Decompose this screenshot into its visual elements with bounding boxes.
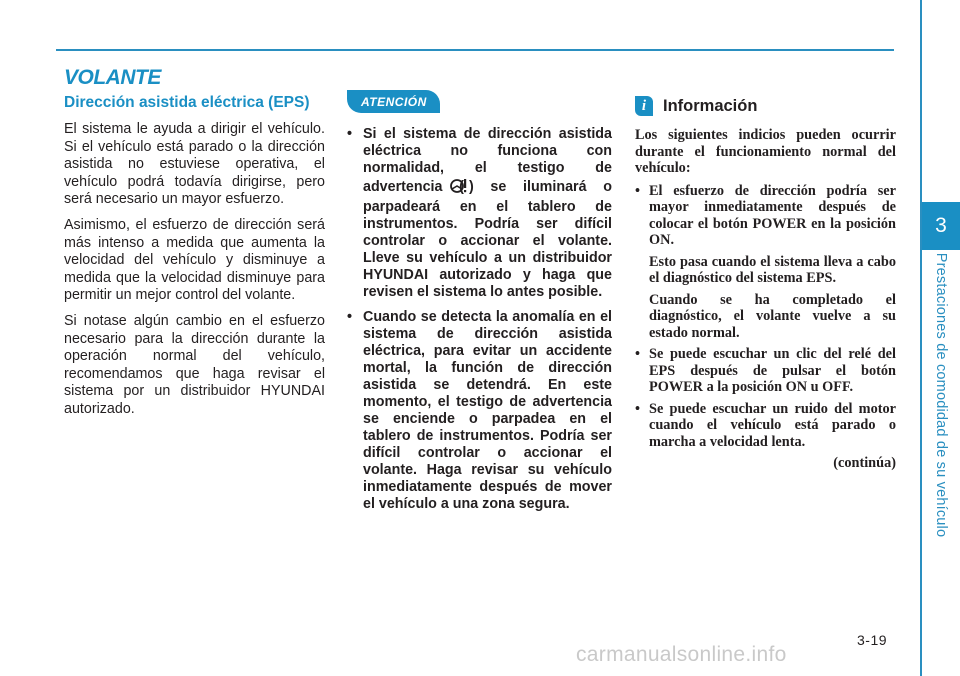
header-rule xyxy=(56,49,894,51)
column-caution xyxy=(347,90,612,521)
side-rule xyxy=(920,0,922,676)
eps-paragraph-2: Asimismo, el esfuerzo de dirección será más intenso a medida que aumenta la velocidad del vehículo y disminuye a medida que la velocidad disminuye para permitir un mejor control del volante. xyxy=(64,216,325,304)
section-title: VOLANTE xyxy=(64,66,161,89)
page-number: 3-19 xyxy=(857,632,888,648)
bullet: • xyxy=(635,346,641,362)
bullet: • xyxy=(635,182,641,199)
watermark: carmanualsonline.info xyxy=(576,643,787,666)
info-item-2 xyxy=(635,346,896,396)
eps-subheading: Dirección asistida eléctrica (EPS) xyxy=(64,94,310,111)
column-information xyxy=(635,96,896,472)
caution-item-1-text-a: Si el sistema de dirección asistida eléctrica no funciona con normalidad, el testigo de advertencia ( xyxy=(363,126,612,195)
caution-item-2-text: Cuando se detecta la anomalía en el sistema de dirección asistida eléctrica, para evitar un accidente mortal, la función de dirección asistida se detendrá. En este momento, el testigo de advertencia se enciende o parpadea en el tablero de instrumentos. Podría ser difícil controlar o accionar el volante. Haga revisar su vehículo inmediatamente después de mover el vehículo a una zona segura. xyxy=(363,309,612,512)
bullet: • xyxy=(347,309,353,325)
continued-note: (continúa) xyxy=(833,455,896,471)
chapter-title-vertical: Prestaciones de comodidad de su vehículo xyxy=(933,252,949,538)
eps-paragraph-1: El sistema le ayuda a dirigir el vehículo. Si el vehículo está parado o la dirección asistida no estuviese operativa, el vehículo podrá todavía dirigirse, pero será necesario un mayor esfuerzo. xyxy=(64,121,325,208)
info-item-3 xyxy=(635,401,896,451)
info-item-1-sub-1: Esto pasa cuando el sistema lleva a cabo el diagnóstico del sistema EPS. xyxy=(649,253,896,286)
info-intro: Los siguientes indicios pueden ocurrir durante el funcionamiento normal del vehículo: xyxy=(635,127,896,176)
info-item-1 xyxy=(635,183,896,249)
bullet: • xyxy=(347,126,353,142)
info-item-1-sub-2: Cuando se ha completado el diagnóstico, el volante vuelve a su estado normal. xyxy=(649,291,896,341)
caution-item-1-text-b: ) se iluminará o parpadeará en el tablero de instrumentos. Podría ser difícil controlar o accionar el volante. Lleve su vehículo a un distribuidor HYUNDAI autorizado y haga que revisen el sistema lo antes posible. xyxy=(363,179,612,300)
info-item-1-text: El esfuerzo de dirección podría ser mayor inmediatamente después de colocar el botón POWER en la posición ON. xyxy=(649,182,896,248)
info-title: Información xyxy=(663,96,758,115)
caution-item-2 xyxy=(347,309,612,513)
column-eps-description xyxy=(64,94,325,427)
info-item-3-text: Se puede escuchar un ruido del motor cuando el vehículo está parado o marcha a velocidad lenta. xyxy=(649,400,896,450)
bullet: • xyxy=(635,400,641,417)
info-header xyxy=(635,96,896,116)
eps-paragraph-3: Si notase algún cambio en el esfuerzo necesario para la dirección durante la operación normal del vehículo, recomendamos que haga revisar el sistema por un distribuidor HYUNDAI autorizado. xyxy=(64,312,325,417)
steering-warning-icon xyxy=(465,177,468,199)
caution-item-1 xyxy=(347,126,612,301)
info-icon: i xyxy=(635,96,653,116)
caution-badge: ATENCIÓN xyxy=(347,90,440,113)
chapter-number-tab: 3 xyxy=(922,202,960,250)
info-item-2-text: Se puede escuchar un clic del relé del EPS después de pulsar el botón POWER a la posición ON u OFF. xyxy=(649,346,896,395)
